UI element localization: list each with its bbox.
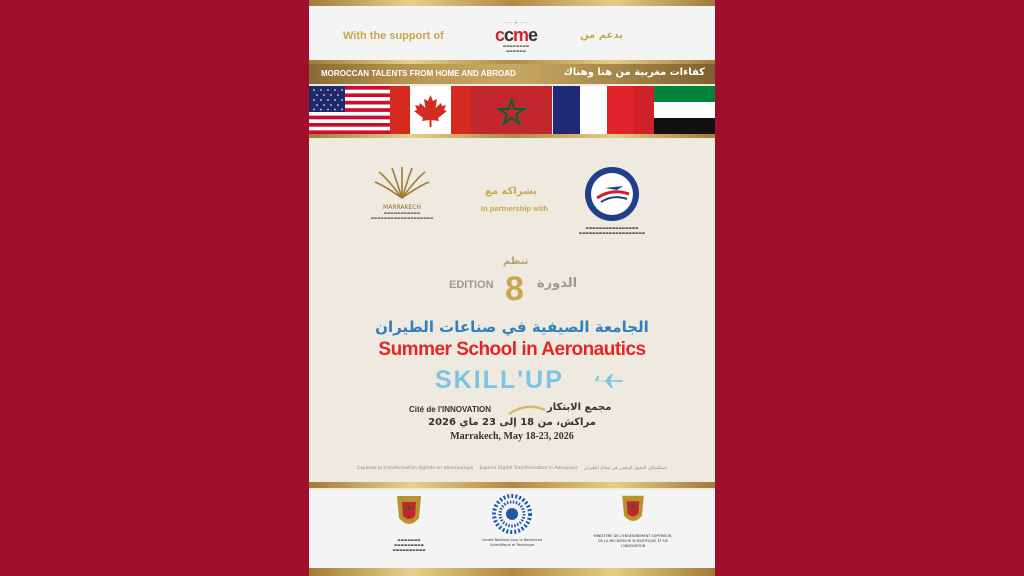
support-label-ar: بدعم من [580,30,623,41]
flags-gold-bar [309,134,715,138]
bottom-gold-bar [309,568,715,576]
ccme-header-art: ⸻ ✦ ⸻ [503,20,529,25]
talents-band [309,64,715,84]
edition-label-ar: الدورة [537,276,578,291]
title-arabic: الجامعة الصيفية في صناعات الطيران [375,318,649,336]
uae-flag [634,86,715,134]
airplane-icon [593,373,625,389]
institutions-band [309,490,715,568]
marrakech-palm-icon [357,166,447,200]
marrakech-caption-art: ▬▬▬▬▬▬▬▬▬▬▬ ▬▬▬▬▬▬▬▬▬▬▬▬▬▬▬▬▬▬▬ [370,211,434,220]
partners-section [309,160,715,240]
event-poster [309,0,715,576]
higher-education-ministry-logo [593,494,673,549]
aerospace-caption-art: ▬▬▬▬▬▬▬▬▬▬▬▬▬▬▬▬ ▬▬▬▬▬▬▬▬▬▬▬▬▬▬▬▬▬▬▬▬ [578,226,646,235]
partnership-label-en: In partnership with [481,204,549,213]
edition-label-en: EDITION [449,279,494,291]
coat-of-arms-icon [391,494,427,534]
marrakech-university-logo [357,166,447,236]
tagline-en: Explore Digital Transformation in Aerospace [479,466,579,471]
aerospace-emblem-icon [557,164,667,222]
talents-text-en: MOROCCAN TALENTS FROM HOME AND ABROAD [321,69,516,78]
france-flag [553,86,634,134]
venue-name-ar: مجمع الابتكار [547,402,612,413]
ccme-logo-text: ccme [494,25,538,45]
venue-name-en: Cité de l'INNOVATION [409,405,492,414]
ccme-sub-art: ▬▬▬▬▬▬▬▬ ▬▬▬▬▬▬ [502,44,530,53]
dates-arabic: مراكش، من 18 إلى 23 ماي 2026 [428,417,596,428]
flags-row [309,86,715,134]
morocco-flag [471,86,552,134]
higher-education-ministry-caption: MINISTÈRE DE L'ENSEIGNEMENT SUPÉRIEUR, DE LA RECHERCHE SCIENTIFIQUE ET DE L'INNOVATION [593,534,673,548]
morocco-coat-of-arms-left [369,494,449,553]
usa-flag [309,86,390,134]
edition-number: 8 [505,270,524,308]
bottom-gold-bar-top [309,482,715,488]
support-band [309,6,715,62]
support-label-en: With the support of [343,30,444,42]
cnrst-sunburst-icon [490,494,534,534]
skillup-brand: SKILL'UP [435,366,564,394]
coat-of-arms-icon [615,494,651,530]
tagline-fr: Explorez la transformation digitale en aéronautique [357,466,474,471]
partnership-label-ar: بشراكة مع [485,186,537,197]
cnrst-logo [472,494,552,548]
marrakech-logo-text: MARRAKECH [383,204,421,211]
title-english: Summer School in Aeronautics [378,339,646,360]
organizes-label-ar: تنظم [503,256,529,267]
cnrst-caption: Centre National pour la Recherche Scientifique et Technique [481,538,543,547]
dates-english: Marrakech, May 18-23, 2026 [450,431,574,442]
tagline-row [309,466,715,471]
tagline-ar: استكشاف التحول الرقمي في مجال الطيران [584,466,667,471]
innovation-swoosh-icon [507,404,547,418]
aerospace-experts-logo [557,164,667,240]
talents-text-ar: كفاءات مغربية من هنا وهناك [563,67,705,78]
ccme-logo [481,20,551,64]
canada-flag [390,86,471,134]
ministry-left-caption-art: ▬▬▬▬▬▬▬ ▬▬▬▬▬▬▬▬▬ ▬▬▬▬▬▬▬▬▬▬ [392,538,426,552]
